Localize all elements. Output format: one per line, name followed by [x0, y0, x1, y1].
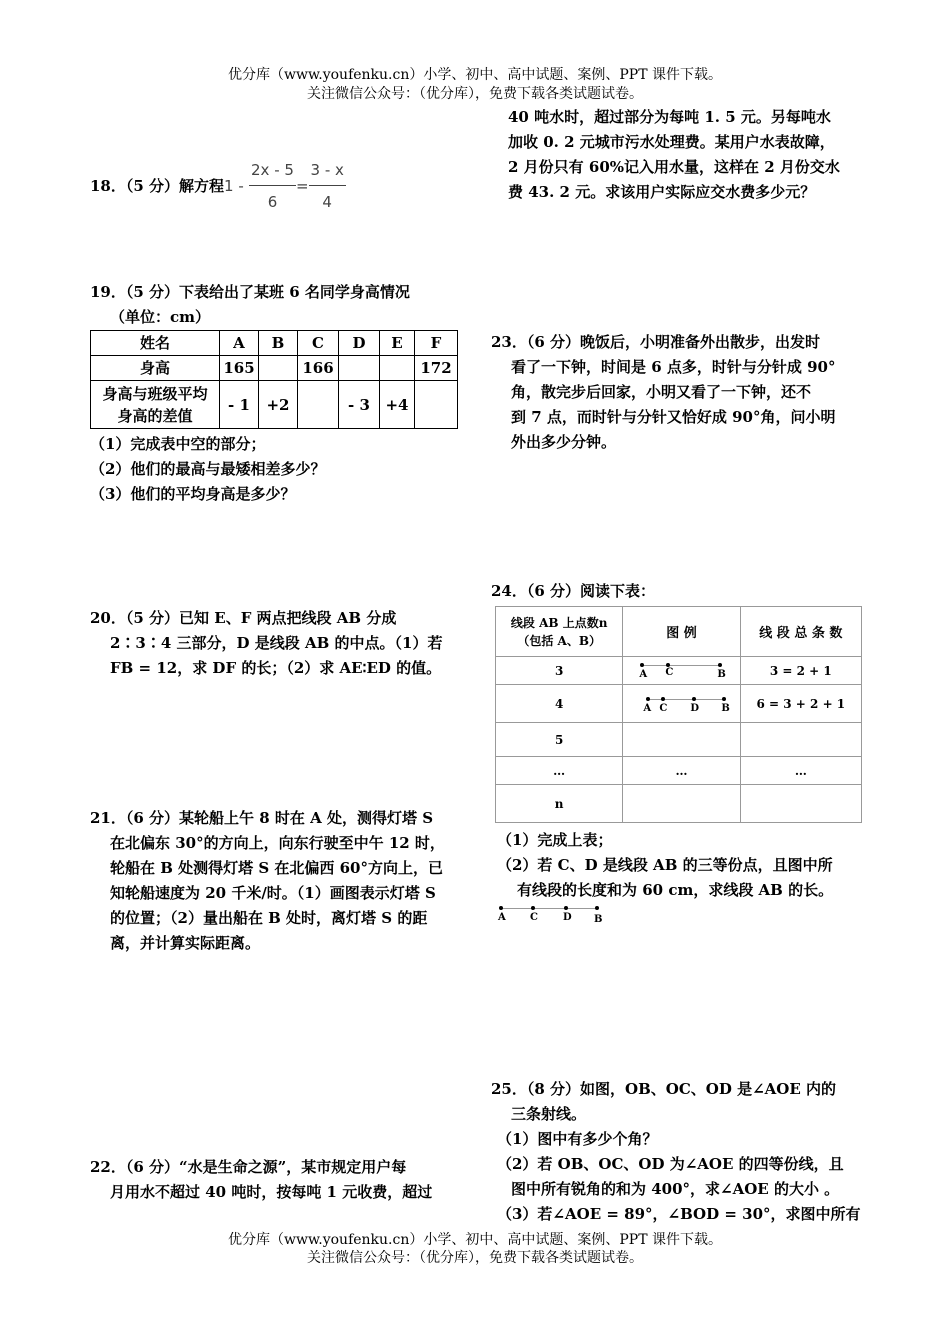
q20-line1: 20．（5 分）已知 E、F 两点把线段 AB 分成	[90, 609, 397, 627]
q22-line5: 2 月份只有 60%记入用水量，这样在 2 月份交水	[508, 158, 840, 176]
q25-sub3: （3）若∠AOE = 89°，∠BOD = 30°，求图中所有	[497, 1205, 861, 1223]
q22-line3: 40 吨水时，超过部分为每吨 1. 5 元。另每吨水	[508, 108, 831, 126]
q21-line1: 21．（6 分）某轮船上午 8 时在 A 处，测得灯塔 S	[90, 809, 434, 827]
table-cell: C	[298, 331, 339, 356]
question-21	[90, 806, 475, 956]
q21-line5: 的位置；（2）量出船在 B 处时，离灯塔 S 的距	[110, 909, 428, 927]
q25-sub2b: 图中所有锐角的和为 400°，求∠AOE 的大小 。	[511, 1180, 840, 1198]
table-cell	[623, 785, 740, 823]
point-dot	[661, 697, 665, 701]
table-cell	[415, 381, 458, 429]
question-22-continued	[508, 105, 888, 205]
footer-line-2: 关注微信公众号：（优分库），免费下载各类试题试卷。	[307, 1250, 643, 1266]
point-label: B	[721, 703, 730, 714]
table-cell: +2	[259, 381, 298, 429]
q25-sub1: （1）图中有多少个角？	[497, 1130, 658, 1148]
q19-line1: 19．（5 分）下表给出了某班 6 名同学身高情况	[90, 283, 410, 301]
table-cell	[298, 381, 339, 429]
point-label: C	[665, 667, 674, 678]
q21-line4: 知轮船速度为 20 千米/时。（1）画图表示灯塔 S	[110, 884, 436, 902]
q19-subquestions	[90, 432, 470, 507]
point-dot	[595, 906, 599, 910]
question-25	[491, 1077, 886, 1227]
segments-table	[495, 606, 862, 823]
table-cell: - 3	[339, 381, 380, 429]
question-23	[491, 330, 881, 455]
table-cell: F	[415, 331, 458, 356]
q22-line1: 22．（6 分）“水是生命之源”，某市规定用户每	[90, 1158, 407, 1176]
table-cell	[740, 723, 861, 757]
table-cell	[380, 356, 415, 381]
table-cell: +4	[380, 381, 415, 429]
table-header-total: 线 段 总 条 数	[740, 607, 861, 657]
point-label: B	[594, 914, 603, 925]
table-cell: 165	[220, 356, 259, 381]
point-dot	[640, 663, 644, 667]
table-cell: 4	[496, 685, 623, 723]
q24-sub2a: （2）若 C、D 是线段 AB 的三等份点，且图中所	[497, 856, 833, 874]
q23-line1: 23．（6 分）晚饭后，小明准备外出散步，出发时	[491, 333, 821, 351]
table-header-points	[496, 607, 623, 657]
q18-lhs-fraction	[249, 158, 296, 215]
table-cell: 3 = 2 + 1	[740, 657, 861, 685]
question-22	[90, 1155, 475, 1205]
table-cell	[623, 723, 740, 757]
question-20	[90, 606, 470, 681]
q23-line4: 到 7 点，而时针与分针又恰好成 90°角，问小明	[511, 408, 836, 426]
point-dot	[531, 906, 535, 910]
q25-line2: 三条射线。	[511, 1105, 587, 1123]
q23-line3: 角，散完步后回家，小明又看了一下钟，还不	[511, 383, 812, 401]
figure-4-points	[623, 685, 740, 723]
q24-sub2b: 有线段的长度和为 60 cm，求线段 AB 的长。	[517, 881, 834, 899]
segment-line	[648, 699, 724, 700]
point-dot	[722, 697, 726, 701]
table-cell: …	[623, 757, 740, 785]
q21-line6: 离，并计算实际距离。	[110, 934, 261, 952]
table-cell: n	[496, 785, 623, 823]
q18-lhs-num: 2x - 5	[249, 158, 296, 186]
point-dot	[718, 663, 722, 667]
q23-line2: 看了一下钟，时间是 6 点多，时针与分针成 90°	[511, 358, 836, 376]
q22-line2: 月用水不超过 40 吨时，按每吨 1 元收费，超过	[110, 1183, 433, 1201]
table-header-figure: 图 例	[623, 607, 740, 657]
segment-line	[501, 908, 597, 909]
q18-lhs-den: 6	[267, 193, 278, 211]
q22-line4: 加收 0. 2 元城市污水处理费。某用户水表故障，	[508, 133, 835, 151]
point-label: A	[639, 669, 648, 680]
q20-line3: FB = 12，求 DF 的长；（2）求 AE∶ED 的值。	[110, 659, 442, 677]
table-cell: 5	[496, 723, 623, 757]
q21-line3: 轮船在 B 处测得灯塔 S 在北偏西 60°方向上，已	[110, 859, 443, 877]
table-cell: D	[339, 331, 380, 356]
point-label: D	[690, 703, 700, 714]
point-dot	[692, 697, 696, 701]
q24-subquestions	[497, 828, 882, 903]
q25-sub2a: （2）若 OB、OC、OD 为∠AOE 的四等份线，且	[497, 1155, 844, 1173]
q19-line2: （单位：cm）	[110, 308, 211, 326]
q24-sub1: （1）完成上表；	[497, 831, 613, 849]
point-dot	[646, 697, 650, 701]
q20-line2: 2∶3∶4 三部分，D 是线段 AB 的中点。（1）若	[110, 634, 443, 652]
header-line-2: 关注微信公众号：（优分库），免费下载各类试题试卷。	[307, 86, 643, 102]
question-19	[90, 280, 470, 330]
segment-figure-4	[645, 695, 729, 715]
height-table	[90, 330, 458, 429]
q18-one: 1 -	[224, 177, 244, 195]
table-cell: 身高与班级平均身高的差值	[91, 381, 220, 429]
q18-rhs-num: 3 - x	[309, 158, 346, 186]
table-cell: 6 = 3 + 2 + 1	[740, 685, 861, 723]
point-label: B	[717, 669, 726, 680]
table-cell: 3	[496, 657, 623, 685]
q18-rhs-den: 4	[322, 193, 332, 211]
table-cell: 172	[415, 356, 458, 381]
question-18	[90, 158, 470, 215]
q23-line5: 外出多少分钟。	[511, 433, 617, 451]
segment-figure-3	[639, 661, 726, 681]
q19-sub2: （2）他们的最高与最矮相差多少？	[90, 460, 326, 478]
table-header-points-line2: （包括 A、B）	[517, 633, 601, 648]
footer-line-1: 优分库（www.youfenku.cn）小学、初中、高中试题、案例、PPT 课件下载。	[227, 1232, 722, 1248]
point-label: C	[659, 703, 668, 714]
table-header-points-line1: 线段 AB 上点数n	[510, 615, 608, 630]
table-cell: …	[740, 757, 861, 785]
table-cell: A	[220, 331, 259, 356]
table-cell: …	[496, 757, 623, 785]
q25-line1: 25．（8 分）如图，OB、OC、OD 是∠AOE 内的	[491, 1080, 837, 1098]
q18-rhs-fraction	[309, 158, 346, 215]
table-cell: - 1	[220, 381, 259, 429]
table-cell: B	[259, 331, 298, 356]
table-cell	[259, 356, 298, 381]
q21-line2: 在北偏东 30°的方向上，向东行驶至中午 12 时，	[110, 834, 445, 852]
q22-line6: 费 43. 2 元。求该用户实际应交水费多少元？	[508, 183, 816, 201]
point-label: C	[530, 912, 538, 923]
point-label: A	[498, 912, 506, 923]
table-cell: 姓名	[91, 331, 220, 356]
q19-sub1: （1）完成表中空的部分；	[90, 435, 266, 453]
table-cell	[339, 356, 380, 381]
point-dot	[564, 906, 568, 910]
question-24-title: 24．（6 分）阅读下表：	[491, 582, 656, 600]
point-dot	[499, 906, 503, 910]
segment-line	[642, 665, 720, 666]
table-cell: 身高	[91, 356, 220, 381]
q19-sub3: （3）他们的平均身高是多少？	[90, 485, 296, 503]
point-label: D	[563, 912, 572, 923]
segment-figure-trisect	[498, 904, 602, 924]
table-cell: E	[380, 331, 415, 356]
header-line-1: 优分库（www.youfenku.cn）小学、初中、高中试题、案例、PPT 课件下载。	[227, 67, 722, 83]
figure-3-points	[623, 657, 740, 685]
table-cell	[740, 785, 861, 823]
q18-prefix: 18．（5 分）解方程	[90, 177, 225, 195]
point-label: A	[643, 703, 652, 714]
q18-eq: =	[295, 177, 309, 195]
table-cell: 166	[298, 356, 339, 381]
